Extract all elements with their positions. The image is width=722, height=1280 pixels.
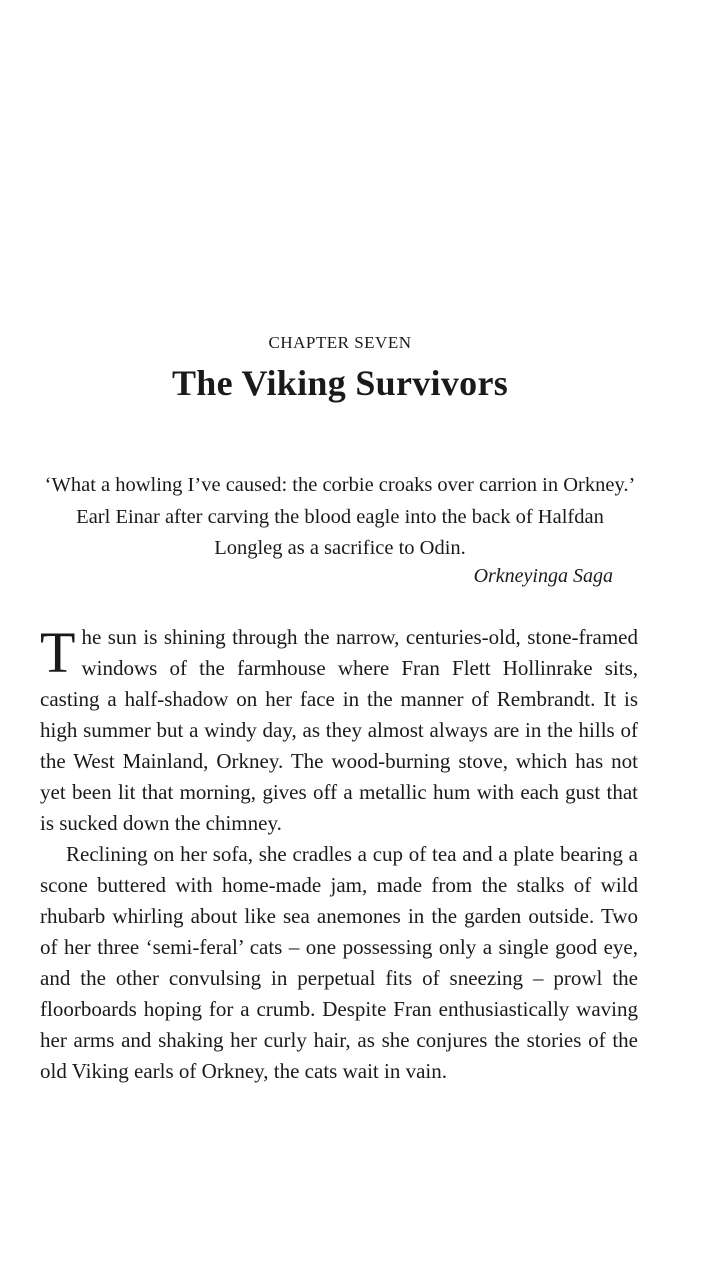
paragraph bbox=[40, 622, 638, 839]
paragraph-text: he sun is shining through the narrow, centuries-old, stone-framed windows of the farmhouse where Fran Flett Hollinrake sits, casting a half-shadow on her face in the manner of Rembrandt. It is high summer but a windy day, as they almost always are in the hills of the West Mainland, Orkney. The wood-burning stove, which has not yet been lit that morning, gives off a metallic hum with each gust that is sucked down the chimney. bbox=[40, 625, 638, 835]
epigraph-quote: ‘What a howling I’ve caused: the corbie croaks over carrion in Orkney.’ Earl Einar after carving the blood eagle into the back of Halfdan Longleg as a sacrifice to Odin. bbox=[44, 474, 636, 559]
chapter-label: CHAPTER SEVEN bbox=[268, 333, 412, 352]
chapter-title: The Viking Survivors bbox=[171, 363, 509, 403]
body-text bbox=[40, 622, 638, 1087]
paragraph: Reclining on her sofa, she cradles a cup of tea and a plate bearing a scone buttered with home-made jam, made from the stalks of wild rhubarb whirling about like sea anemones in the garden outside. Two of her three ‘semi-feral’ cats – one possessing only a single good eye, and the other convulsing in perpetual fits of sneezing – prowl the floorboards hoping for a crumb. Despite Fran enthusiastically waving her arms and shaking her curly hair, as she conjures the stories of the old Viking earls of Orkney, the cats wait in vain. bbox=[40, 842, 638, 1083]
drop-cap: T bbox=[40, 620, 76, 685]
epigraph-source: Orkneyinga Saga bbox=[473, 565, 613, 587]
